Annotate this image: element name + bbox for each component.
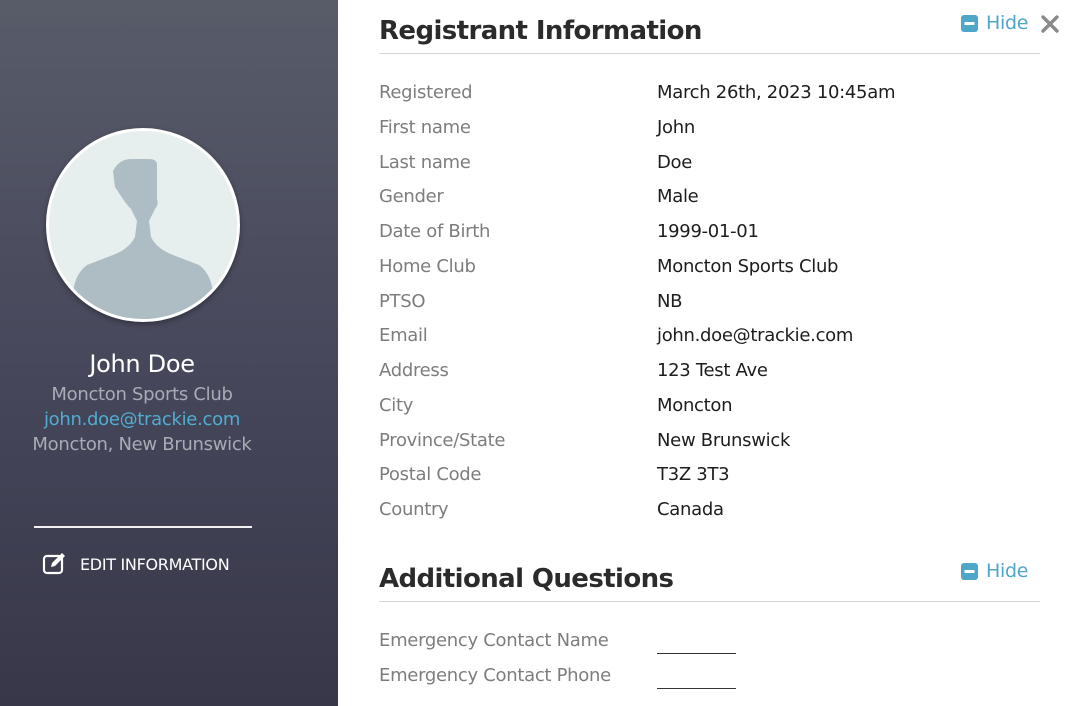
field-label: Emergency Contact Phone: [379, 665, 611, 686]
registrant-section-divider: [379, 53, 1040, 54]
field-value: John: [657, 116, 695, 138]
field-label: Registered: [379, 82, 473, 103]
field-label: Home Club: [379, 255, 476, 277]
registrant-hide-button[interactable]: [961, 12, 1028, 34]
edit-pencil-icon: [42, 552, 68, 576]
field-value: Moncton Sports Club: [657, 255, 839, 277]
close-icon: [1040, 14, 1060, 34]
profile-email-link[interactable]: john.doe@trackie.com: [43, 409, 241, 430]
empty-answer-line: [657, 688, 736, 689]
field-value: Canada: [657, 499, 724, 520]
field-label: Province/State: [379, 429, 506, 451]
field-label: Email: [379, 325, 428, 347]
registrant-field-row: [379, 464, 1039, 494]
registrant-field-row: [379, 221, 1039, 251]
field-value: john.doe@trackie.com: [657, 325, 854, 347]
registrant-field-row: [379, 291, 1039, 321]
field-value: T3Z 3T3: [657, 464, 730, 486]
registrant-hide-label: Hide: [986, 12, 1029, 34]
edit-information-button[interactable]: [42, 551, 262, 577]
field-value: NB: [657, 290, 683, 312]
sidebar-divider: [34, 526, 252, 528]
field-value: March 26th, 2023 10:45am: [657, 82, 896, 103]
collapse-minus-icon: [961, 15, 978, 32]
default-user-silhouette-icon: [49, 131, 237, 319]
additional-section-divider: [379, 601, 1040, 602]
field-label: City: [379, 394, 414, 416]
field-label: Country: [379, 499, 449, 520]
field-label: Gender: [379, 186, 444, 208]
additional-field-row: [379, 630, 1039, 660]
field-value: 1999-01-01: [657, 221, 759, 242]
profile-name: John Doe: [89, 350, 195, 378]
additional-hide-button[interactable]: [961, 560, 1028, 582]
registrant-field-row: [379, 360, 1039, 390]
field-label: First name: [379, 116, 471, 138]
profile-club: Moncton Sports Club: [51, 384, 233, 405]
registrant-section-title: Registrant Information: [379, 16, 702, 46]
additional-field-row: [379, 665, 1039, 695]
registrant-field-row: [379, 82, 1039, 112]
registrant-field-row: [379, 186, 1039, 216]
registrant-field-row: [379, 395, 1039, 425]
field-label: Last name: [379, 151, 471, 173]
field-label: Postal Code: [379, 464, 482, 486]
field-value: Doe: [657, 151, 693, 173]
registrant-field-row: [379, 430, 1039, 460]
collapse-minus-icon: [961, 563, 978, 580]
avatar: [46, 128, 240, 322]
profile-sidebar: [0, 0, 338, 706]
registrant-field-row: [379, 499, 1039, 529]
additional-hide-label: Hide: [986, 560, 1029, 582]
registrant-field-row: [379, 256, 1039, 286]
field-label: Emergency Contact Name: [379, 630, 609, 651]
field-value: New Brunswick: [657, 429, 791, 451]
registrant-field-row: [379, 325, 1039, 355]
additional-section-title: Additional Questions: [379, 564, 674, 594]
registrant-field-row: [379, 117, 1039, 147]
field-label: Address: [379, 360, 449, 381]
close-button[interactable]: [1040, 14, 1060, 34]
profile-location: Moncton, New Brunswick: [32, 434, 252, 455]
empty-answer-line: [657, 653, 736, 654]
field-value: Moncton: [657, 394, 733, 416]
edit-information-label: EDIT INFORMATION: [80, 554, 230, 574]
field-label: PTSO: [379, 290, 426, 312]
field-label: Date of Birth: [379, 221, 491, 242]
field-value: Male: [657, 186, 699, 208]
field-value: 123 Test Ave: [657, 360, 768, 381]
registrant-field-row: [379, 152, 1039, 182]
